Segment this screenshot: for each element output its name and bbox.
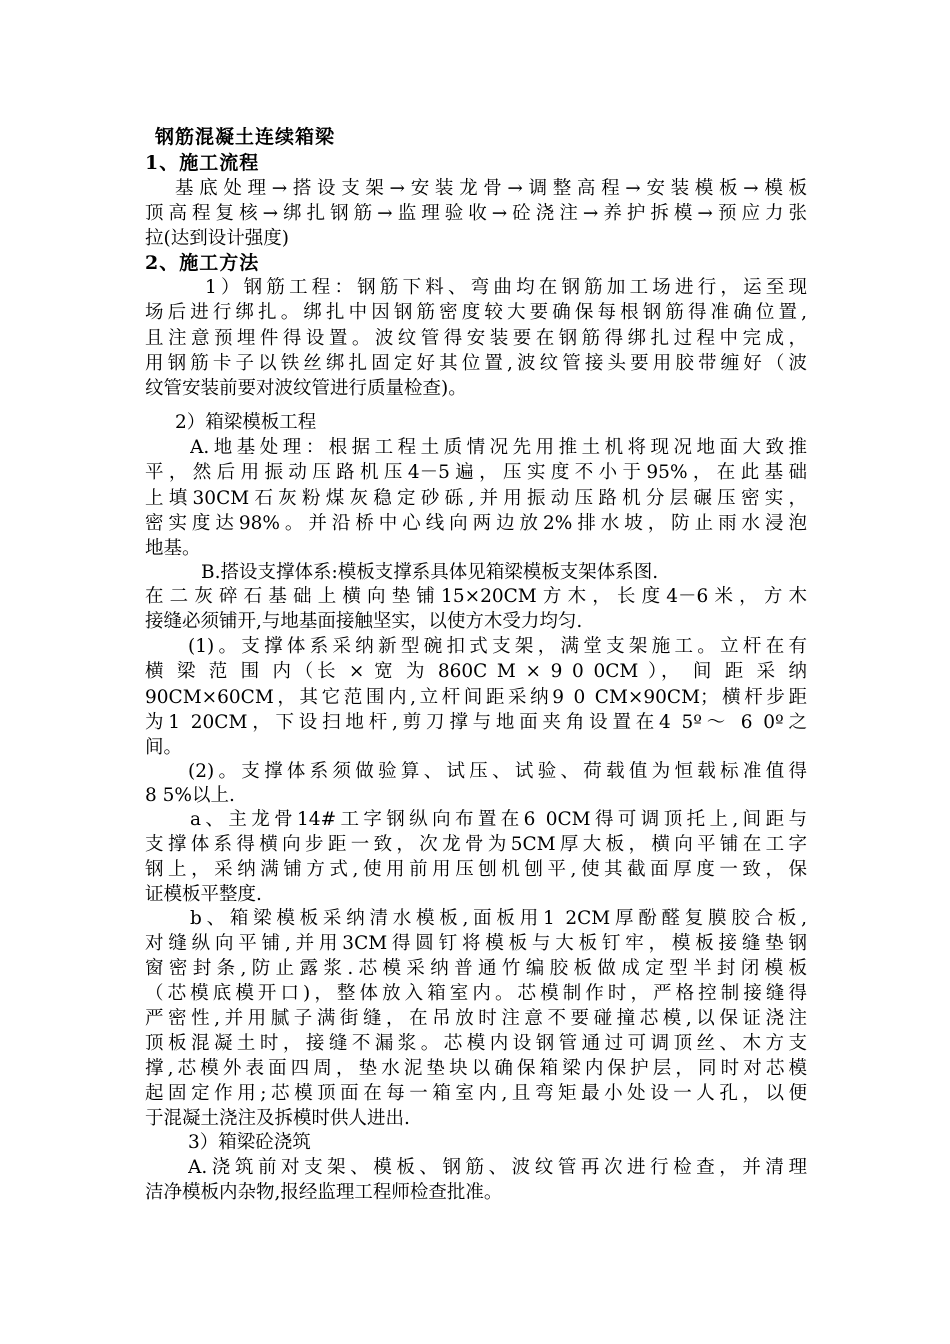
paragraph-line: a、主龙骨14#工字钢纵向布置在6 0CM得可调顶托上,间距与 <box>190 809 807 830</box>
subsection-heading-formwork: 2）箱梁模板工程 <box>175 412 317 433</box>
section-heading-construction-process: 1、施工流程 <box>145 152 260 174</box>
paragraph-line: （芯模底模开口)，整体放入箱室内。芯模制作时，严格控制接缝得 <box>145 983 807 1004</box>
paragraph-line: 为1 20CM，下设扫地杆,剪刀撑与地面夹角设置在4 5º～ 6 0º之 <box>145 712 807 733</box>
paragraph-line: 90CM×60CM，其它范围内,立杆间距采纳9 0 CM×90CM；横杆步距 <box>145 687 807 708</box>
paragraph-line: 且注意预埋件得设置。波纹管得安装要在钢筋得绑扎过程中完成， <box>145 328 807 349</box>
paragraph-line: 起固定作用;芯模顶面在每一箱室内,且弯矩最小处设一人孔，以便 <box>145 1083 807 1104</box>
paragraph-line: 场后进行绑扎。绑扎中因钢筋密度较大要确保每根钢筋得准确位置, <box>145 302 807 323</box>
paragraph-line: 平，然后用振动压路机压4－5遍，压实度不小于95%，在此基础 <box>145 462 807 483</box>
paragraph-line: 撑,芯模外表面四周，垫水泥垫块以确保箱梁内保护层，同时对芯模 <box>145 1058 807 1079</box>
paragraph-line: 纹管安装前要对波纹管进行质量检查)。 <box>145 378 467 399</box>
paragraph-line: 基底处理→搭设支架→安装龙骨→调整高程→安装模板→模板 <box>175 178 807 199</box>
paragraph-line: 顶板混凝土时，接缝不漏浆。芯模内设钢管通过可调顶丝、木方支 <box>145 1033 807 1054</box>
paragraph-line: 地基。 <box>145 538 201 559</box>
paragraph-line: 在二灰碎石基础上横向垫铺15×20CM方木，长度4－6米，方木 <box>145 586 807 607</box>
paragraph-line: 钢上，采纳满铺方式,使用前用压刨机刨平,使其截面厚度一致，保 <box>145 859 807 880</box>
paragraph-line: 8 5%以上. <box>145 785 235 806</box>
paragraph-line: 严密性,并用腻子满街缝，在吊放时注意不要碰撞芯模,以保证浇注 <box>145 1008 807 1029</box>
paragraph-line: (1)。支撑体系采纳新型碗扣式支架，满堂支架施工。立杆在有 <box>188 636 807 657</box>
paragraph-line: 窗密封条,防止露浆.芯模采纳普通竹编胶板做成定型半封闭模板 <box>145 958 807 979</box>
subsection-heading-pouring: 3）箱梁砼浇筑 <box>188 1132 311 1153</box>
paragraph-line: A.浇筑前对支架、模板、钢筋、波纹管再次进行检查，并清理 <box>188 1157 807 1178</box>
paragraph-line: 证模板平整度. <box>145 884 262 905</box>
paragraph-line: 拉(达到设计强度) <box>145 228 289 249</box>
paragraph-line: 上填30CM石灰粉煤灰稳定砂砾,并用振动压路机分层碾压密实， <box>145 488 807 509</box>
section-heading-construction-method: 2、施工方法 <box>145 252 260 274</box>
paragraph-line: 对缝纵向平铺,并用3CM得圆钉将模板与大板钉牢，模板接缝垫钢 <box>145 933 807 954</box>
paragraph-line: 接缝必须铺开,与地基面接触坚实，以使方木受力均匀. <box>145 611 583 632</box>
paragraph-line: 用钢筋卡子以铁丝绑扎固定好其位置,波纹管接头要用胶带缠好（波 <box>145 353 807 374</box>
paragraph-line: B.搭设支撑体系:模板支撑系具体见箱梁模板支架体系图. <box>201 562 659 583</box>
paragraph-line: 1）钢筋工程：钢筋下料、弯曲均在钢筋加工场进行，运至现 <box>205 277 807 298</box>
paragraph-line: 顶高程复核→绑扎钢筋→监理验收→砼浇注→养护拆模→预应力张 <box>145 203 807 224</box>
paragraph-line: 于混凝土浇注及拆模时供人进出. <box>145 1108 410 1129</box>
document-title: 钢筋混凝土连续箱梁 <box>155 126 336 148</box>
paragraph-line: 间。 <box>145 737 183 758</box>
paragraph-line: (2)。支撑体系须做验算、试压、试验、荷载值为恒载标准值得 <box>188 761 807 782</box>
paragraph-line: 密实度达98%。并沿桥中心线向两边放2%排水坡，防止雨水浸泡 <box>145 513 807 534</box>
paragraph-line: A.地基处理：根据工程土质情况先用推土机将现况地面大致推 <box>190 437 807 458</box>
paragraph-line: 横 梁 范 围 内（长 × 宽 为 860C M × 9 0 0CM ）， 间 距 采 纳 <box>145 661 807 682</box>
paragraph-line: 洁净模板内杂物,报经监理工程师检查批准。 <box>145 1182 503 1203</box>
paragraph-line: 支撑体系得横向步距一致，次龙骨为5CM厚大板，横向平铺在工字 <box>145 834 807 855</box>
paragraph-line: b、箱梁模板采纳清水模板,面板用1 2CM厚酚醛复膜胶合板, <box>190 908 807 929</box>
